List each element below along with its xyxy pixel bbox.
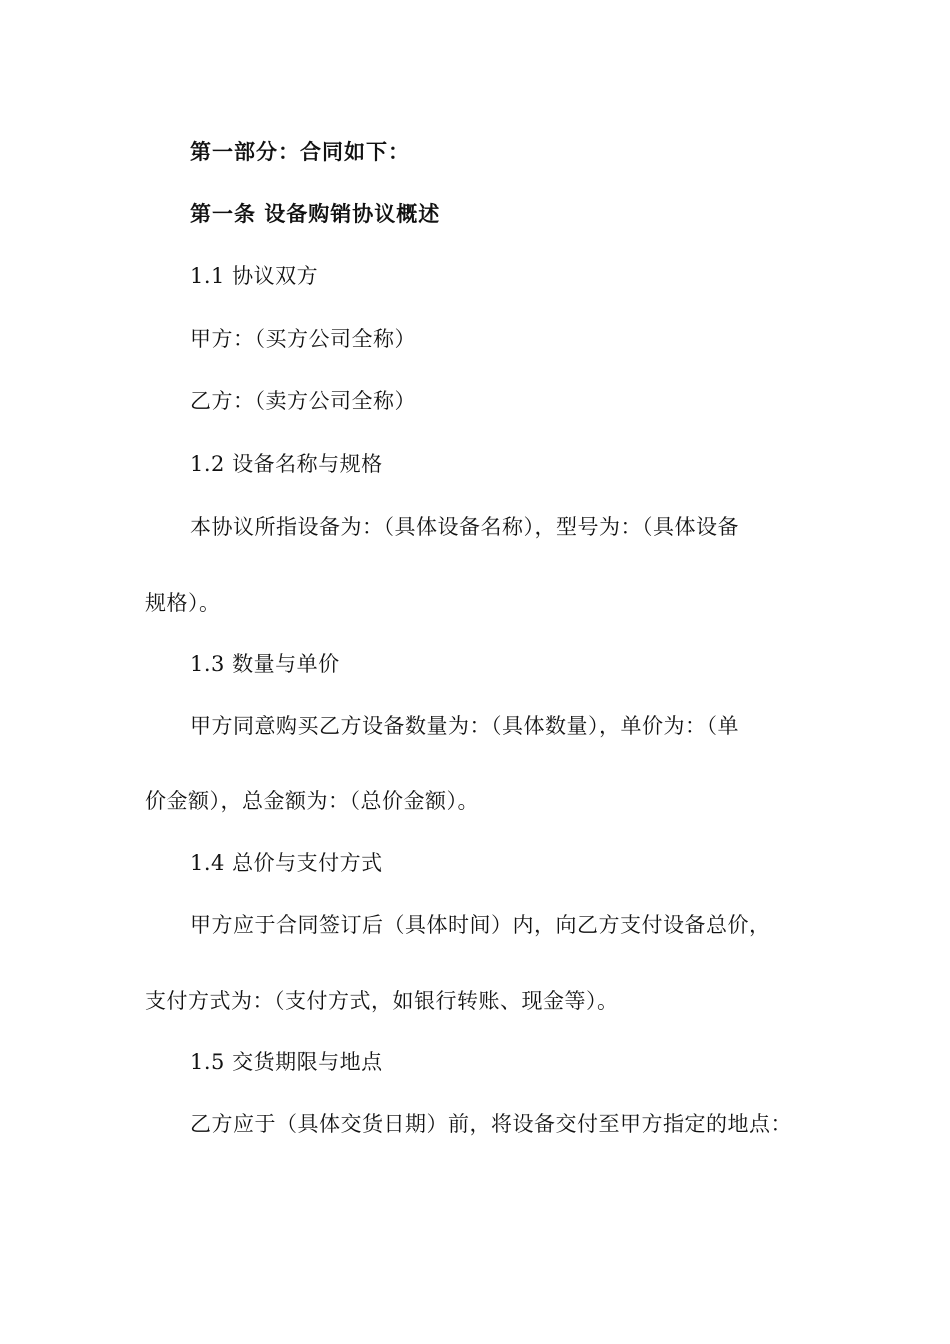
section-title-1-3: 1.3 数量与单价 <box>190 652 340 676</box>
paragraph-line: 乙方应于（具体交货日期）前，将设备交付至甲方指定的地点： <box>190 1112 792 1136</box>
section-title-1-4: 1.4 总价与支付方式 <box>190 851 383 875</box>
paragraph-line: 规格）。 <box>145 591 221 615</box>
paragraph-line: 本协议所指设备为：（具体设备名称），型号为：（具体设备 <box>190 515 739 539</box>
party-b-line: 乙方：（卖方公司全称） <box>190 389 416 413</box>
paragraph-line: 支付方式为：（支付方式，如银行转账、现金等）。 <box>145 989 619 1013</box>
paragraph-line: 甲方应于合同签订后（具体时间）内，向乙方支付设备总价， <box>190 913 771 937</box>
section-title-1-1: 1.1 协议双方 <box>190 264 319 288</box>
part-heading: 第一部分：合同如下： <box>190 140 410 164</box>
section-title-1-5: 1.5 交货期限与地点 <box>190 1050 383 1074</box>
article-heading: 第一条 设备购销协议概述 <box>190 202 441 226</box>
section-title-1-2: 1.2 设备名称与规格 <box>190 452 383 476</box>
paragraph-line: 价金额），总金额为：（总价金额）。 <box>145 789 479 813</box>
party-a-line: 甲方：（买方公司全称） <box>190 327 416 351</box>
paragraph-line: 甲方同意购买乙方设备数量为：（具体数量），单价为：（单 <box>190 714 739 738</box>
